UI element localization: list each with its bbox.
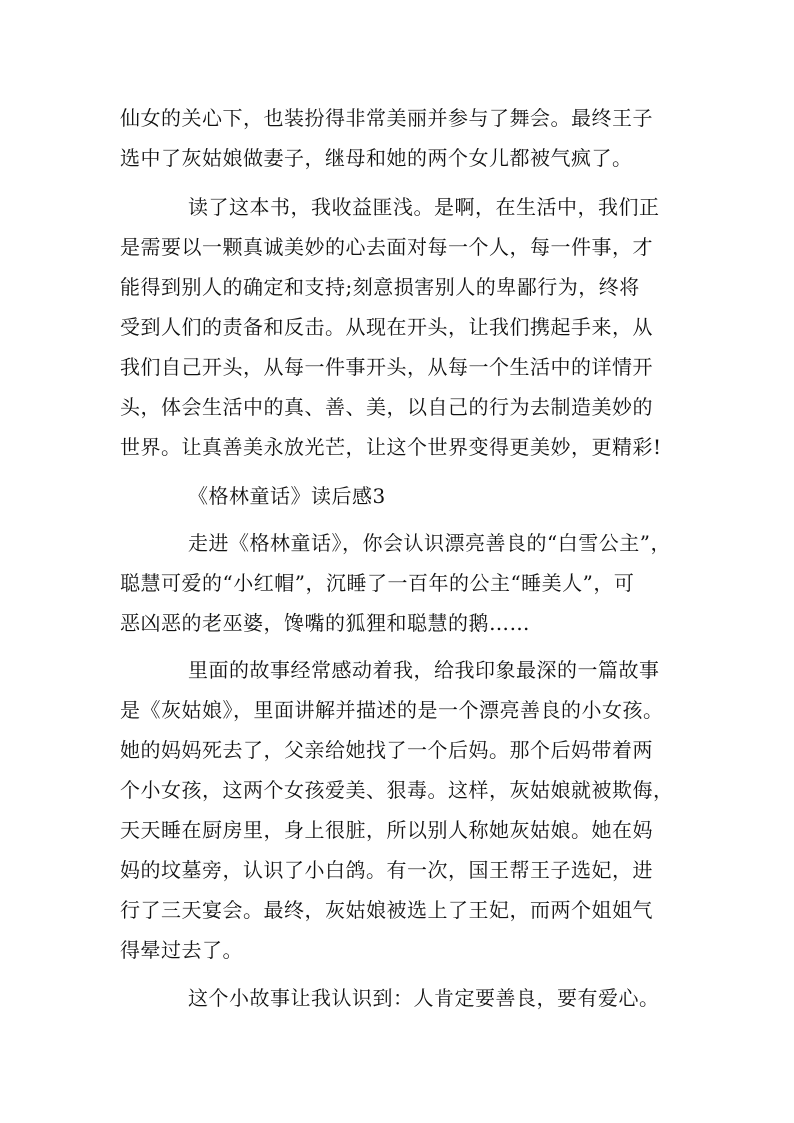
section-heading: 《格林童话》读后感3 (188, 484, 386, 508)
paragraph-line: 她的妈妈死去了，父亲给她找了一个后妈。那个后妈带着两 (120, 738, 653, 762)
paragraph-line: 得晕过去了。 (120, 938, 243, 962)
paragraph-line: 是《灰姑娘》，里面讲解并描述的是一个漂亮善良的小女孩。 (120, 698, 664, 722)
paragraph-line: 是需要以一颗真诚美妙的心去面对每一个人，每一件事，才 (120, 235, 653, 259)
paragraph-line: 选中了灰姑娘做妻子，继母和她的两个女儿都被气疯了。 (120, 146, 633, 170)
paragraph-line: 我们自己开头，从每一件事开头，从每一个生活中的详情开 (120, 355, 653, 379)
paragraph-line: 行了三天宴会。最终，灰姑娘被选上了王妃，而两个姐姐气 (120, 898, 653, 922)
paragraph-line: 妈的坟墓旁，认识了小白鸽。有一次，国王帮王子选妃，进 (120, 858, 653, 882)
paragraph-line: 聪慧可爱的“小红帽”，沉睡了一百年的公主“睡美人”，可 (120, 571, 635, 595)
paragraph-line: 仙女的关心下，也装扮得非常美丽并参与了舞会。最终王子 (120, 106, 653, 130)
paragraph-line: 天天睡在厨房里，身上很脏，所以别人称她灰姑娘。她在妈 (120, 818, 653, 842)
paragraph-line: 读了这本书，我收益匪浅。是啊，在生活中，我们正 (188, 195, 660, 219)
paragraph-line: 个小女孩，这两个女孩爱美、狠毒。这样，灰姑娘就被欺侮， (120, 778, 674, 802)
paragraph-line: 恶凶恶的老巫婆，馋嘴的狐狸和聪慧的鹅…… (120, 611, 530, 635)
paragraph-line: 里面的故事经常感动着我，给我印象最深的一篇故事 (188, 658, 660, 682)
paragraph-line: 受到人们的责备和反击。从现在开头，让我们携起手来，从 (120, 315, 653, 339)
paragraph-line: 头，体会生活中的真、善、美，以自己的行为去制造美妙的 (120, 395, 653, 419)
paragraph-line: 走进《格林童话》，你会认识漂亮善良的“白雪公主”， (188, 531, 671, 555)
paragraph-line: 世界。让真善美永放光芒，让这个世界变得更美妙，更精彩! (120, 435, 662, 459)
paragraph-line: 能得到别人的确定和支持;刻意损害别人的卑鄙行为，终将 (120, 275, 640, 299)
paragraph-line: 这个小故事让我认识到：人肯定要善良，要有爱心。 (188, 986, 660, 1010)
